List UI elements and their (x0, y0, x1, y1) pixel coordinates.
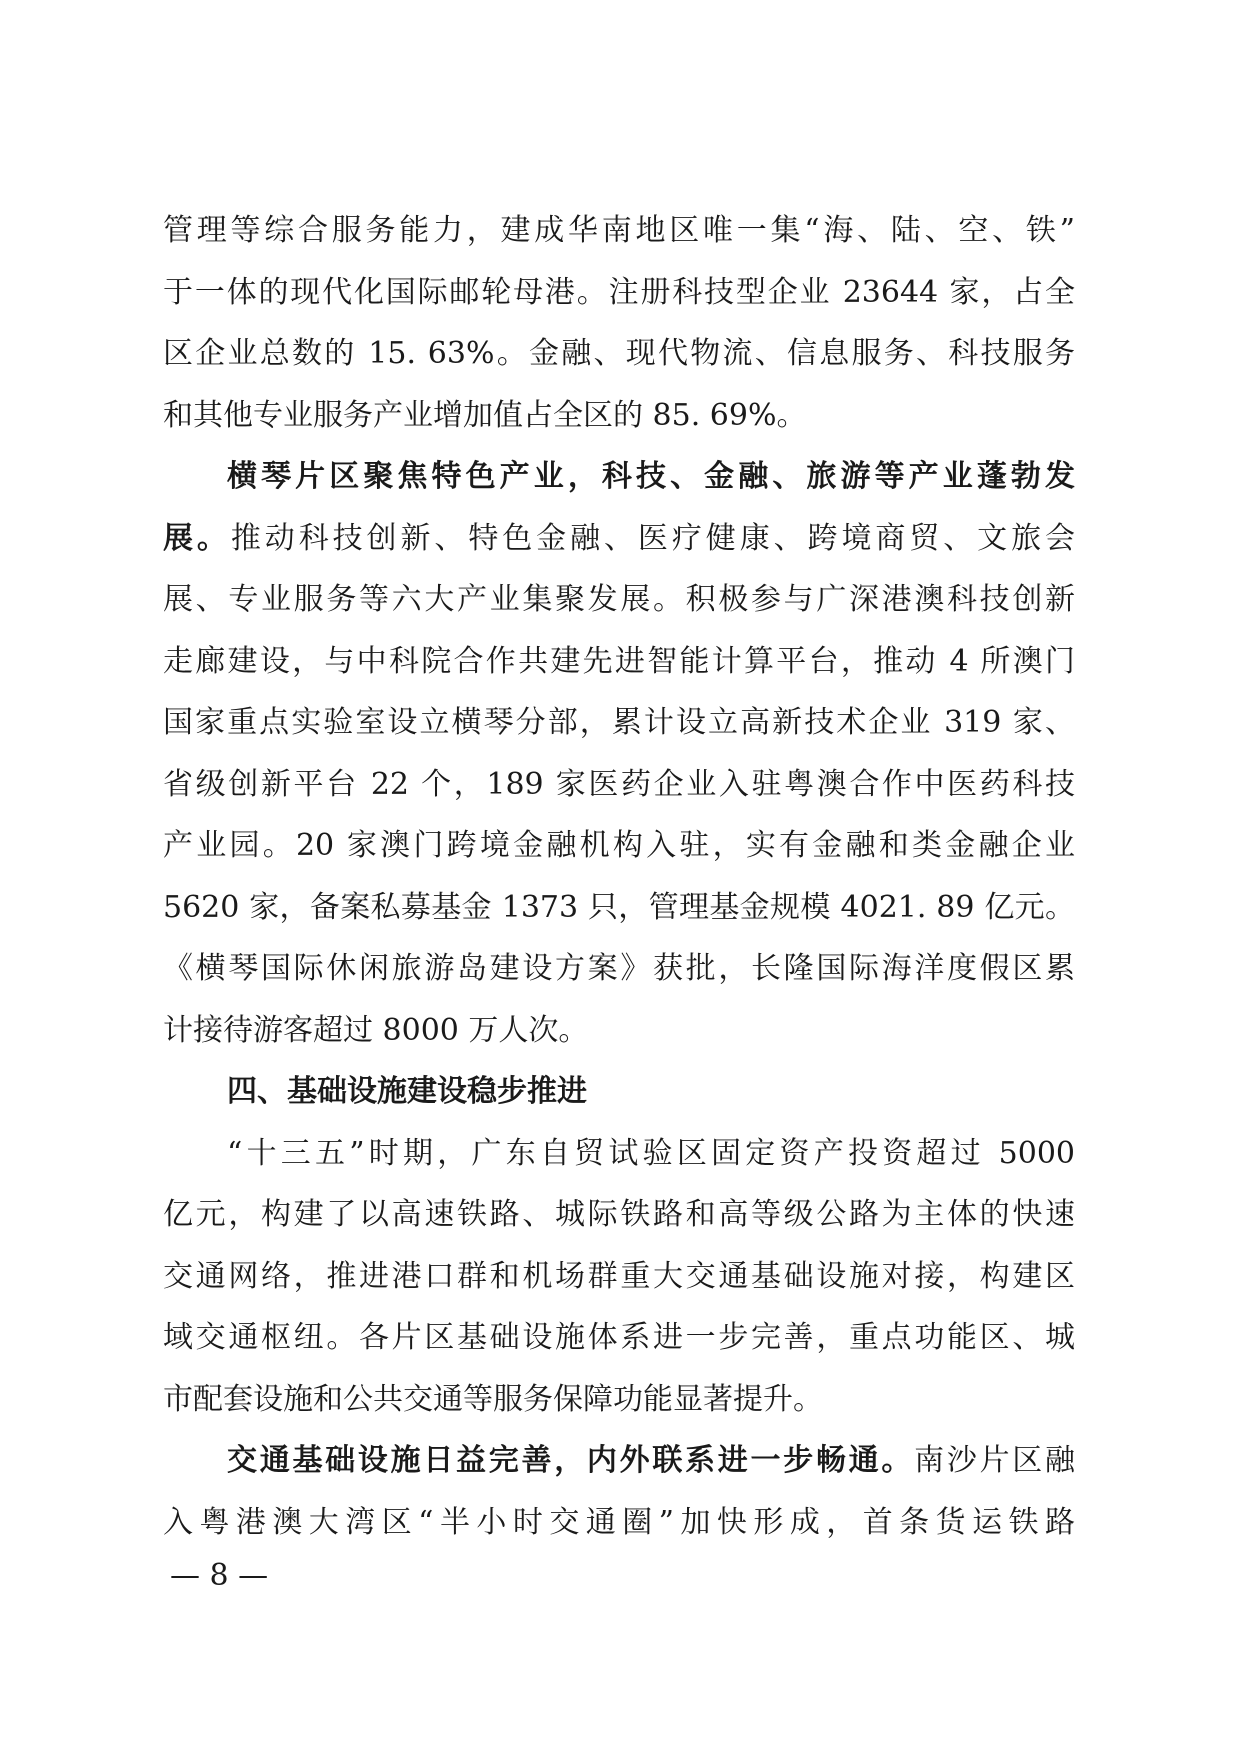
text-segment: 南沙片区融 (914, 1443, 1076, 1478)
text-line: 《横琴国际休闲旅游岛建设方案》获批，长隆国际海洋度假区累 (163, 951, 1075, 986)
text-line: 亿元，构建了以高速铁路、城际铁路和高等级公路为主体的快速 (163, 1197, 1075, 1232)
text-line: “十三五”时期，广东自贸试验区固定资产投资超过 5000 (227, 1135, 1075, 1171)
text-line (163, 1430, 1075, 1492)
text-line: 省级创新平台 22 个，189 家医药企业入驻粤澳合作中医药科技 (163, 766, 1075, 802)
text-line: 区企业总数的 15. 63%。金融、现代物流、信息服务、科技服务 (163, 336, 1075, 371)
bold-lead-end: 展。 (163, 520, 231, 556)
paragraph-hengqin (163, 446, 1075, 1061)
paragraph-transport (163, 1430, 1075, 1553)
text-line: 5620 家，备案私募基金 1373 只，管理基金规模 4021. 89 亿元。 (163, 889, 1075, 925)
text-line: 管理等综合服务能力，建成华南地区唯一集“海、陆、空、铁” (163, 213, 1075, 248)
text-line: 于一体的现代化国际邮轮母港。注册科技型企业 23644 家，占全 (163, 274, 1075, 310)
bold-lead-line: 横琴片区聚焦特色产业，科技、金融、旅游等产业蓬勃发 (227, 459, 1075, 494)
page-number: — 8 — (170, 1558, 269, 1593)
text-line: 走廊建设，与中科院合作共建先进智能计算平台，推动 4 所澳门 (163, 643, 1075, 679)
text-line: 入粤港澳大湾区“半小时交通圈”加快形成，首条货运铁路 (163, 1504, 1075, 1540)
text-line: 域交通枢纽。各片区基础设施体系进一步完善，重点功能区、城 (163, 1320, 1075, 1355)
text-line (163, 508, 1075, 570)
bold-lead: 交通基础设施日益完善，内外联系进一步畅通。 (227, 1443, 915, 1478)
text-line: 市配套设施和公共交通等服务保障功能显著提升。 (163, 1381, 823, 1417)
section-heading: 四、基础设施建设稳步推进 (227, 1074, 587, 1109)
text-line: 国家重点实验室设立横琴分部，累计设立高新技术企业 319 家、 (163, 705, 1075, 740)
document-page (163, 200, 1075, 1553)
text-line: 计接待游客超过 8000 万人次。 (163, 1012, 589, 1048)
paragraph-continuation (163, 200, 1075, 446)
text-line: 展、专业服务等六大产业集聚发展。积极参与广深港澳科技创新 (163, 582, 1075, 617)
text-segment: 推动科技创新、特色金融、医疗健康、跨境商贸、文旅会 (230, 520, 1076, 556)
text-line: 交通网络，推进港口群和机场群重大交通基础设施对接，构建区 (163, 1258, 1075, 1294)
text-line: 和其他专业服务产业增加值占全区的 85. 69%。 (163, 397, 807, 433)
paragraph-infrastructure (163, 1123, 1075, 1431)
text-line: 产业园。20 家澳门跨境金融机构入驻，实有金融和类金融企业 (163, 828, 1075, 863)
